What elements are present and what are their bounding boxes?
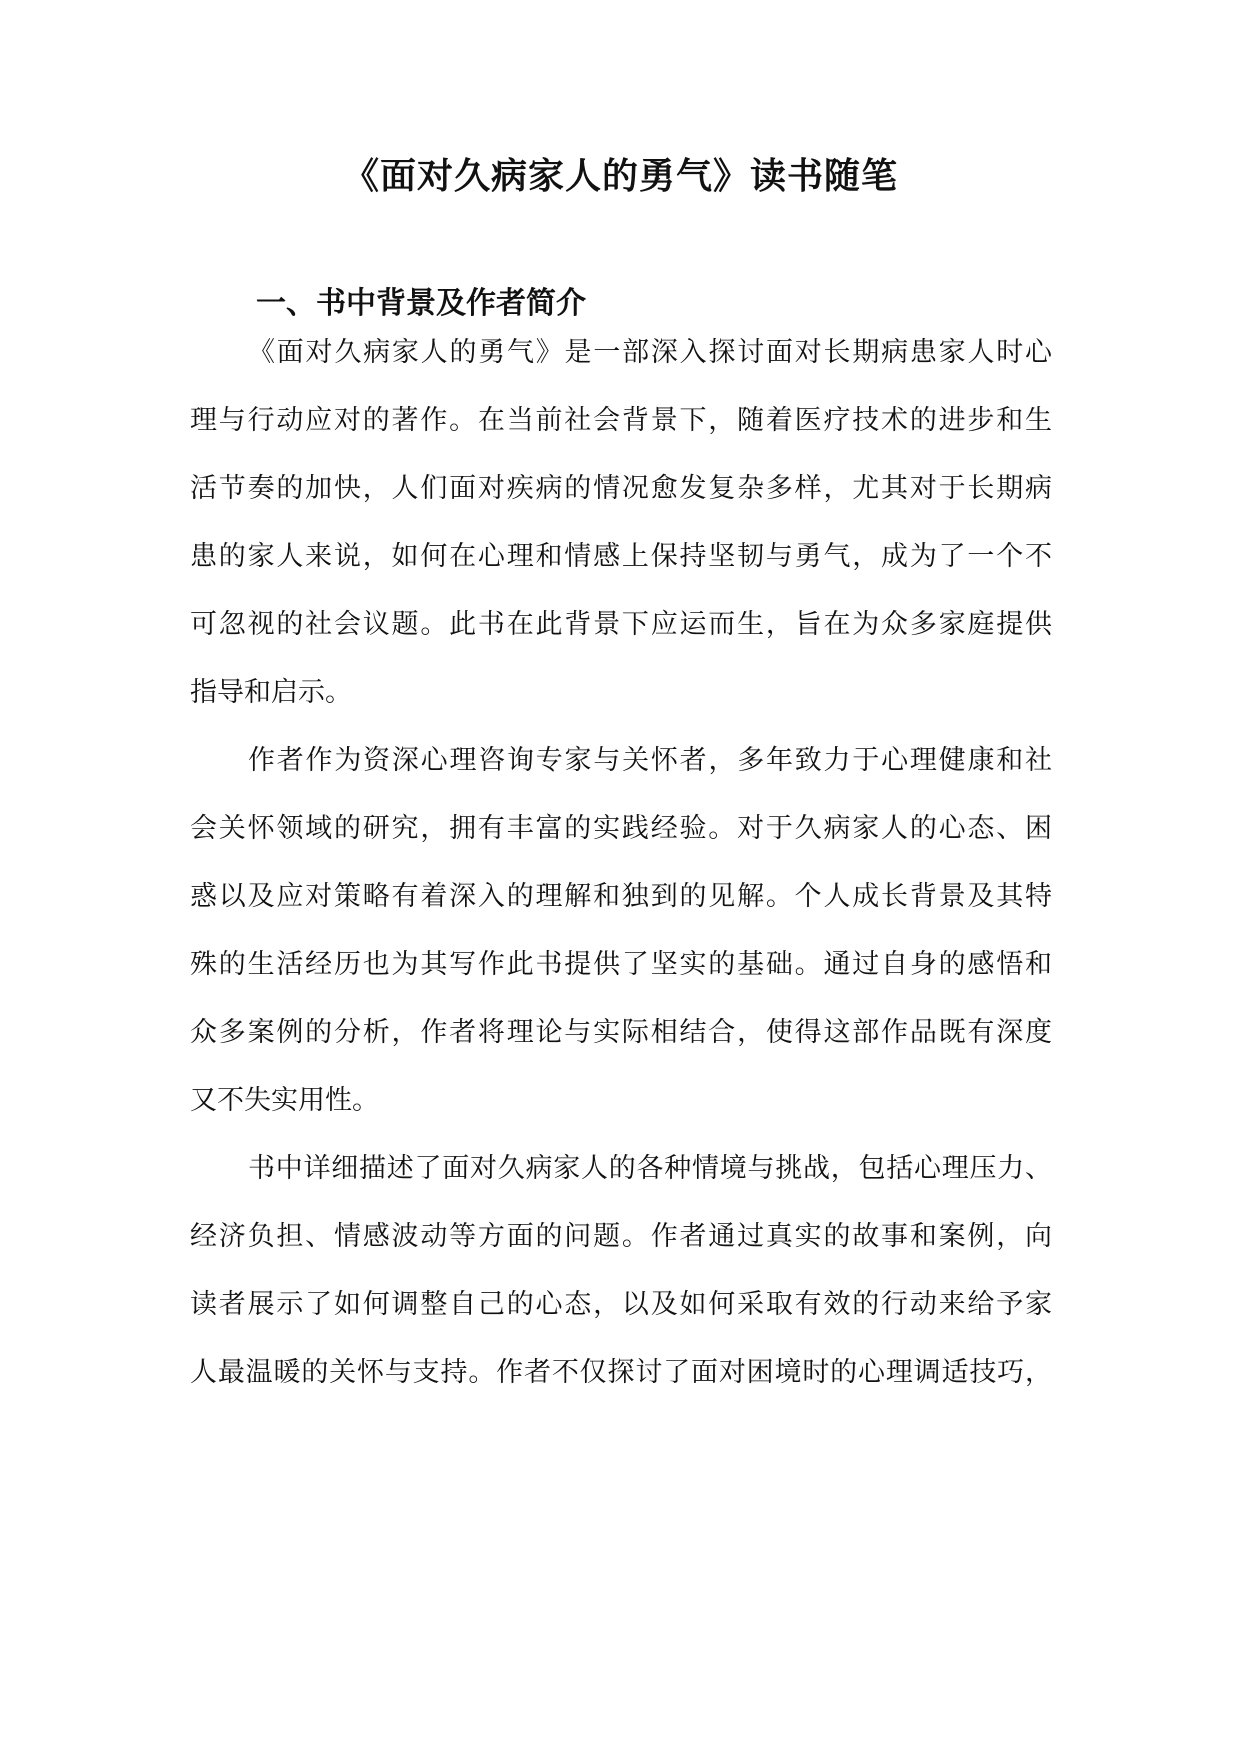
section-heading: 一、书中背景及作者简介 [256,286,586,321]
paragraph-2-line: 殊的生活经历也为其写作此书提供了坚实的基础。通过自身的感悟和 [190,949,1052,980]
document-title: 《面对久病家人的勇气》读书随笔 [342,155,898,197]
paragraph-1-line: 活节奏的加快，人们面对疾病的情况愈发复杂多样，尤其对于长期病 [190,473,1052,504]
paragraph-1-line: 指导和启示。 [190,677,352,708]
paragraph-3-line: 人最温暖的关怀与支持。作者不仅探讨了面对困境时的心理调适技巧， [190,1357,1052,1388]
paragraph-1-line: 《面对久病家人的勇气》是一部深入探讨面对长期病患家人时心 [248,337,1052,368]
paragraph-3-line: 读者展示了如何调整自己的心态，以及如何采取有效的行动来给予家 [190,1289,1052,1320]
paragraph-2-line: 又不失实用性。 [190,1085,379,1116]
paragraph-1-line: 可忽视的社会议题。此书在此背景下应运而生，旨在为众多家庭提供 [190,609,1052,640]
paragraph-1-line: 理与行动应对的著作。在当前社会背景下，随着医疗技术的进步和生 [190,405,1052,436]
paragraph-2-line: 会关怀领域的研究，拥有丰富的实践经验。对于久病家人的心态、困 [190,813,1052,844]
paragraph-2-line: 惑以及应对策略有着深入的理解和独到的见解。个人成长背景及其特 [190,881,1052,912]
paragraph-1-line: 患的家人来说，如何在心理和情感上保持坚韧与勇气，成为了一个不 [190,541,1052,572]
paragraph-2-line: 作者作为资深心理咨询专家与关怀者，多年致力于心理健康和社 [248,745,1052,776]
paragraph-2-line: 众多案例的分析，作者将理论与实际相结合，使得这部作品既有深度 [190,1017,1052,1048]
paragraph-3-line: 经济负担、情感波动等方面的问题。作者通过真实的故事和案例，向 [190,1221,1052,1252]
paragraph-3-line: 书中详细描述了面对久病家人的各种情境与挑战，包括心理压力、 [248,1153,1052,1184]
